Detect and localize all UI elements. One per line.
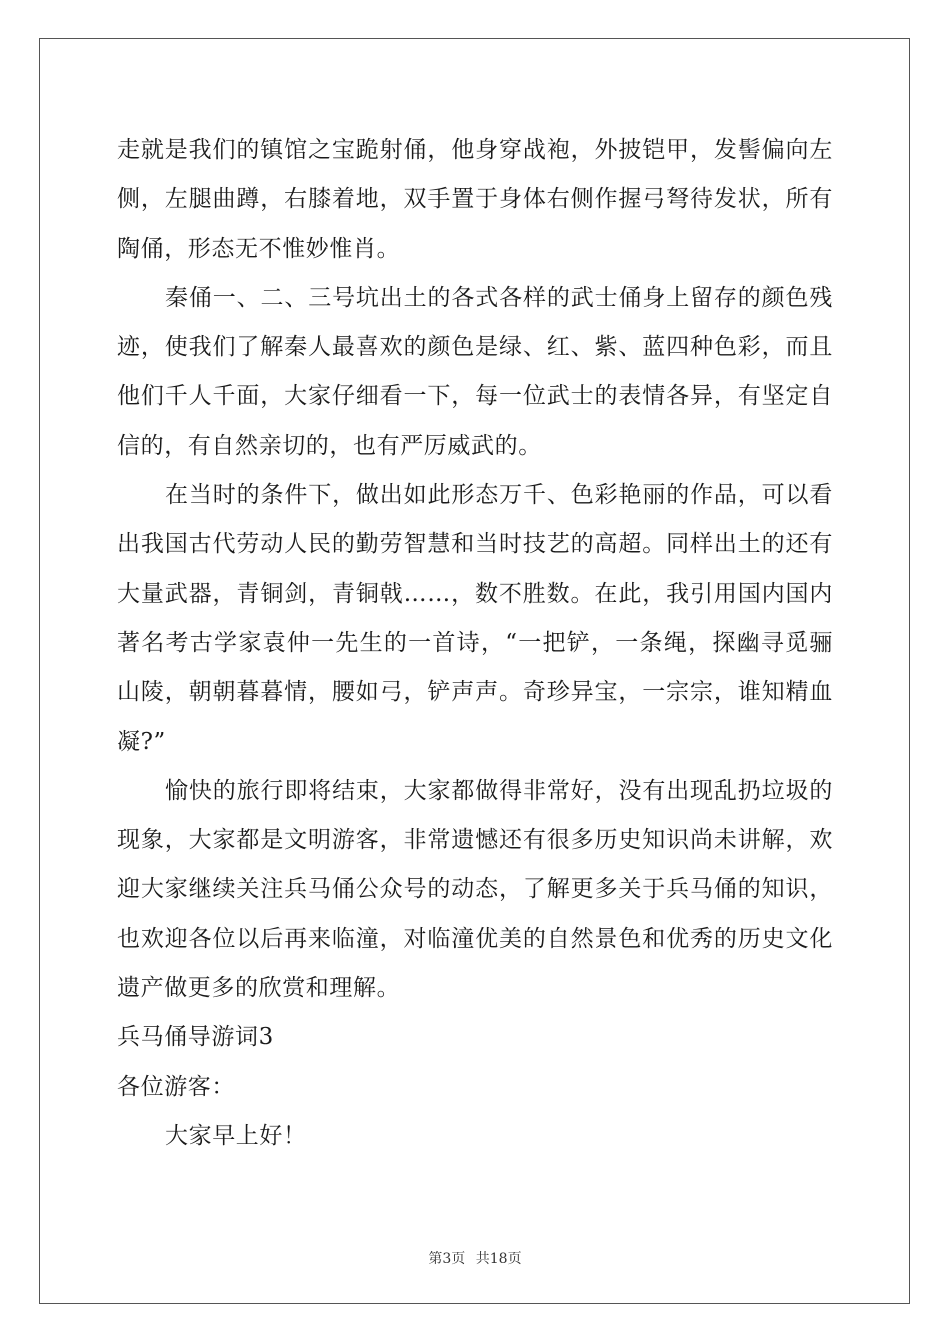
section-heading: 兵马俑导游词3 (117, 1024, 274, 1051)
page-footer (0, 1248, 950, 1268)
paragraph-kneeling-archer: 走就是我们的镇馆之宝跪射俑，他身穿战袍，外披铠甲，发髻偏向左侧，左腿曲蹲，右膝着地，双手置于身体右侧作握弓弩待发状，所有陶俑，形态无不惟妙惟肖。 (117, 137, 833, 262)
paragraph-closing: 愉快的旅行即将结束，大家都做得非常好，没有出现乱扔垃圾的现象，大家都是文明游客，非常遗憾还有很多历史知识尚未讲解，欢迎大家继续关注兵马俑公众号的动态，了解更多关于兵马俑的知识，也欢迎各位以后再来临潼，对临潼优美的自然景色和优秀的历史文化遗产做更多的欣赏和理解。 (117, 777, 833, 1002)
page-number: 第3页 (428, 1251, 466, 1267)
paragraph-craftsmanship: 在当时的条件下，做出如此形态万千、色彩艳丽的作品，可以看出我国古代劳动人民的勤劳智慧和当时技艺的高超。同样出土的还有大量武器，青铜剑，青铜戟……，数不胜数。在此，我引用国内国内著名考古学家袁仲一先生的一首诗，“一把铲，一条绳，探幽寻觅骊山陵，朝朝暮暮情，腰如弓，铲声声。奇珍异宝，一宗宗，谁知精血凝?” (117, 482, 833, 755)
greeting-line: 大家早上好！ (165, 1122, 307, 1149)
total-pages: 共18页 (475, 1251, 522, 1267)
paragraph-colors: 秦俑一、二、三号坑出土的各式各样的武士俑身上留存的颜色残迹，使我们了解秦人最喜欢的颜色是绿、红、紫、蓝四种色彩，而且他们千人千面，大家仔细看一下，每一位武士的表情各异，有坚定自信的，有自然亲切的，也有严厉威武的。 (117, 284, 833, 459)
greeting-salutation: 各位游客： (117, 1073, 235, 1100)
document-body (117, 126, 833, 1161)
